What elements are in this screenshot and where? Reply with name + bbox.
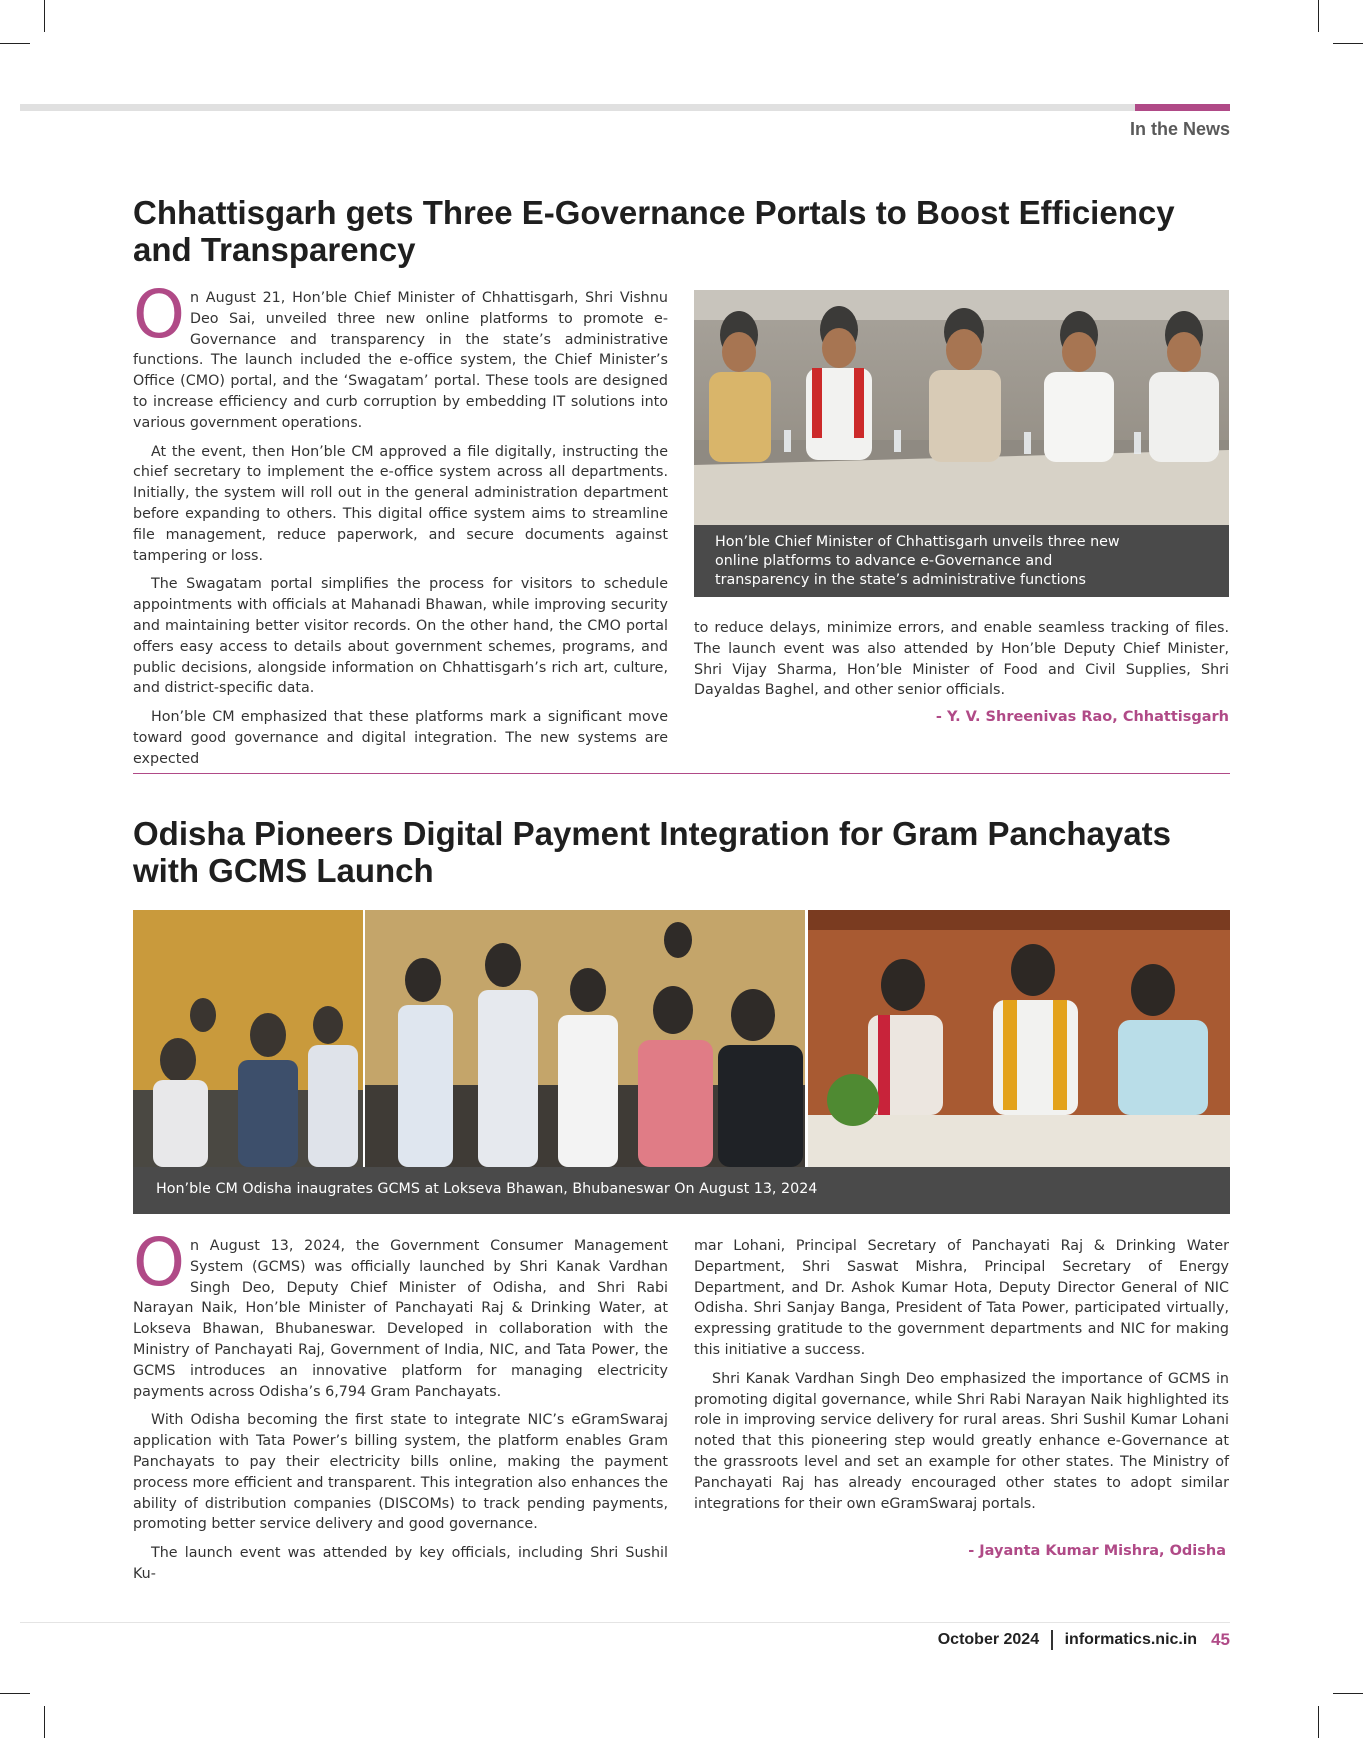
- header-rule: [20, 104, 1135, 111]
- crop-mark: [1333, 1693, 1363, 1694]
- article-column-left: [133, 1224, 668, 1593]
- article-paragraph: to reduce delays, minimize errors, and enable seamless tracking of files. The launch event was also attended by Hon’ble Deputy Chief Minister, Shri Vijay Sharma, Hon’ble Minister of Food and Civil Supplies, Shri Dayaldas Baghel, and other senior officials.: [694, 620, 1229, 699]
- article-photo: [694, 290, 1229, 525]
- photo-caption: Hon’ble Chief Minister of Chhattisgarh unveils three new online platforms to advance e-Governance and transparency in the state’s administrative functions: [694, 525, 1229, 597]
- footer-rule: [20, 1622, 1230, 1623]
- crop-mark: [1318, 0, 1319, 32]
- meeting-photo-illustration: [694, 290, 1229, 525]
- article-paragraph: Shri Kanak Vardhan Singh Deo emphasized the importance of GCMS in promoting digital governance, while Shri Rabi Narayan Naik highlighted its role in improving service delivery for rural areas. Shri Sushil Kumar Lohani noted that this pioneering step would greatly enhance e-Governance at the grassroots level and set an example for other states. The Ministry of Panchayati Raj has already encouraged other states to adopt similar integrations for their own eGramSwaraj portals.: [694, 1370, 1229, 1512]
- website-link[interactable]: informatics.nic.in: [1064, 1631, 1198, 1648]
- article-paragraph: The launch event was attended by key officials, including Shri Sushil Ku-: [133, 1545, 668, 1582]
- article-paragraph: mar Lohani, Principal Secretary of Panchayati Raj & Drinking Water Department, Shri Saswat Mishra, Principal Secretary of Energy Department, and Dr. Ashok Kumar Hota, Deputy Director General of NIC Odisha. Shri Sanjay Banga, President of Tata Power, participated virtually, expressing gratitude to the government departments and NIC for making this initiative a success.: [694, 1238, 1229, 1358]
- footer-separator: [1051, 1630, 1053, 1650]
- crop-mark: [44, 0, 45, 32]
- article-paragraph: Hon’ble CM emphasized that these platforms mark a significant move toward good governance and digital integration. The new systems are expected: [133, 709, 668, 767]
- crop-mark: [44, 1706, 45, 1738]
- article-column-right: [694, 1236, 1229, 1522]
- article-byline: - Y. V. Shreenivas Rao, Chhattisgarh: [935, 709, 1229, 725]
- article-byline: - Jayanta Kumar Mishra, Odisha: [968, 1543, 1226, 1559]
- article-column-left: [133, 276, 668, 778]
- article-paragraph: On August 13, 2024, the Government Consumer Management System (GCMS) was officially launched by Shri Kanak Vardhan Singh Deo, Deputy Chief Minister of Odisha, and Shri Rabi Narayan Naik, Hon’ble Minister of Panchayati Raj & Drinking Water, at Lokseva Bhawan, Bhubaneswar. Developed in collaboration with the Ministry of Panchayati Raj, Government of India, NIC, and Tata Power, the GCMS introduces an innovative platform for managing electricity payments across Odisha’s 6,794 Gram Panchayats.: [133, 1224, 668, 1400]
- article-paragraph: With Odisha becoming the first state to integrate NIC’s eGramSwaraj application with Tata Power’s billing system, the platform enables Gram Panchayats to pay their electricity bills online, making the payment process more efficient and transparent. This integration also enhances the ability of distribution companies (DISCOMs) to track pending payments, promoting better service delivery and good governance.: [133, 1412, 668, 1533]
- issue-month: October 2024: [937, 1631, 1040, 1648]
- article-photo: [133, 910, 1230, 1167]
- article-title: Chhattisgarh gets Three E-Governance Portals to Boost Efficiency and Transparency: [133, 194, 1175, 268]
- page-footer: [938, 1630, 1230, 1650]
- gcms-launch-photo-illustration: [133, 910, 1230, 1167]
- article-divider: [133, 773, 1230, 774]
- crop-mark: [1318, 1706, 1319, 1738]
- crop-mark: [1333, 43, 1363, 44]
- article-column-right: [694, 618, 1229, 709]
- article-paragraph: At the event, then Hon’ble CM approved a file digitally, instructing the chief secretary to implement the e-office system across all departments. Initially, the system will roll out in the general administration department before expanding to others. This digital office system aims to streamline file management, reduce paperwork, and secure documents against tampering or loss.: [133, 443, 668, 564]
- page-number: 45: [1211, 1630, 1230, 1649]
- article-paragraph: On August 21, Hon’ble Chief Minister of Chhattisgarh, Shri Vishnu Deo Sai, unveiled three new online platforms to promote e-Governance and transparency in the state’s administrative functions. The launch included the e-office system, the Chief Minister’s Office (CMO) portal, and the ‘Swagatam’ portal. These tools are designed to increase efficiency and curb corruption by embedding IT solutions into various government operations.: [133, 276, 668, 431]
- crop-mark: [0, 43, 30, 44]
- crop-mark: [0, 1693, 30, 1694]
- drop-cap: O: [133, 276, 185, 353]
- article-paragraph: The Swagatam portal simplifies the process for visitors to schedule appointments with officials at Mahanadi Bhawan, while improving security and maintaining better visitor records. On the other hand, the CMO portal offers easy access to details about government schemes, programs, and public decisions, alongside information on Chhattisgarh’s rich art, culture, and district-specific data.: [133, 576, 668, 697]
- section-label: In the News: [1129, 119, 1230, 139]
- article-title: Odisha Pioneers Digital Payment Integration for Gram Panchayats with GCMS Launch: [133, 815, 1171, 889]
- header-accent-rule: [1135, 104, 1230, 111]
- drop-cap: O: [133, 1224, 185, 1301]
- photo-caption: Hon’ble CM Odisha inaugrates GCMS at Lokseva Bhawan, Bhubaneswar On August 13, 2024: [133, 1167, 1230, 1214]
